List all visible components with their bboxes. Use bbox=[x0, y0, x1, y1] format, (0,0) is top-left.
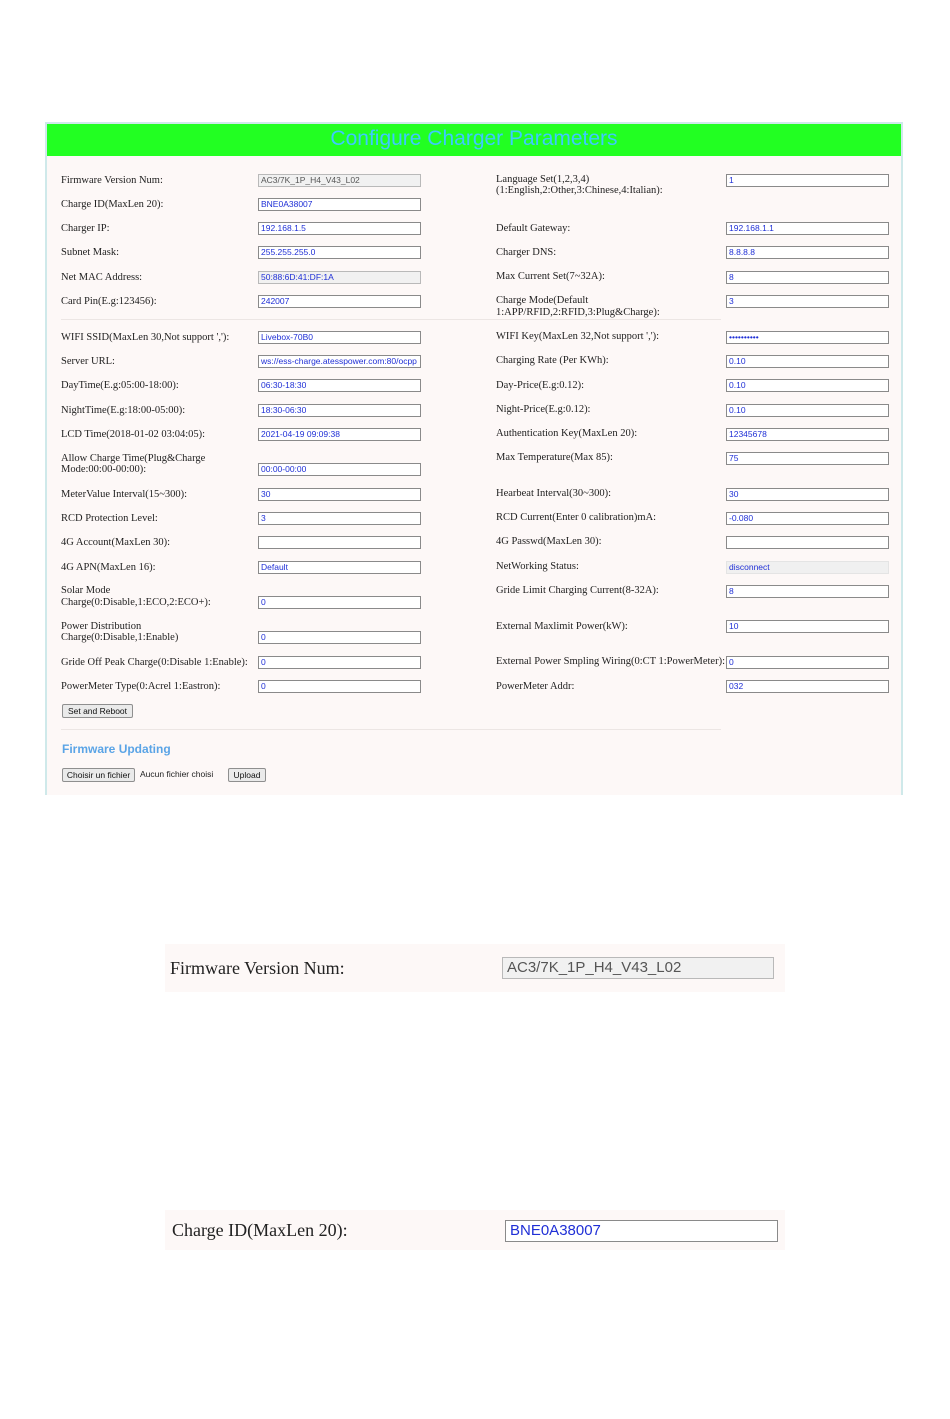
rcd-level-label: RCD Protection Level: bbox=[61, 513, 158, 524]
server-url-field[interactable]: ws://ess-charge.atesspower.com:80/ocpp bbox=[258, 355, 421, 368]
charge-id-field[interactable]: BNE0A38007 bbox=[258, 198, 421, 211]
zoom-firmware-label: Firmware Version Num: bbox=[170, 958, 345, 978]
ext-maxlimit-label: External Maxlimit Power(kW): bbox=[496, 621, 628, 632]
dns-label: Charger DNS: bbox=[496, 247, 557, 258]
gateway-field[interactable]: 192.168.1.1 bbox=[726, 222, 889, 235]
language-label-2: (1:English,2:Other,3:Chinese,4:Italian): bbox=[496, 185, 663, 196]
max-current-field[interactable]: 8 bbox=[726, 271, 889, 284]
charging-rate-label: Charging Rate (Per KWh): bbox=[496, 355, 609, 366]
wifi-key-field[interactable]: •••••••••• bbox=[726, 331, 889, 344]
section-divider bbox=[61, 729, 721, 730]
rcd-level-field[interactable]: 3 bbox=[258, 512, 421, 525]
zoom-charge-id-label: Charge ID(MaxLen 20): bbox=[172, 1220, 348, 1240]
max-temp-label: Max Temperature(Max 85): bbox=[496, 452, 613, 463]
zoom-charge-id-field[interactable]: BNE0A38007 bbox=[505, 1220, 778, 1242]
charger-config-panel bbox=[45, 122, 903, 795]
pm-addr-label: PowerMeter Addr: bbox=[496, 681, 575, 692]
power-dist-label-1: Power Distribution bbox=[61, 621, 142, 632]
language-field[interactable]: 1 bbox=[726, 174, 889, 187]
no-file-chosen-text: Aucun fichier choisi bbox=[140, 769, 214, 779]
auth-key-field[interactable]: 12345678 bbox=[726, 428, 889, 441]
mac-label: Net MAC Address: bbox=[61, 272, 143, 283]
charge-mode-label-1: Charge Mode(Default bbox=[496, 295, 589, 306]
wifi-key-label: WIFI Key(MaxLen 32,Not support ','): bbox=[496, 331, 660, 342]
nighttime-label: NightTime(E.g:18:00-05:00): bbox=[61, 405, 186, 416]
network-label: NetWorking Status: bbox=[496, 561, 579, 572]
night-price-field[interactable]: 0.10 bbox=[726, 404, 889, 417]
pm-addr-field[interactable]: 032 bbox=[726, 680, 889, 693]
upload-button[interactable]: Upload bbox=[228, 768, 266, 782]
mac-field: 50:88:6D:41:DF:1A bbox=[258, 271, 421, 284]
section-divider bbox=[61, 319, 721, 320]
power-dist-label-2: Charge(0:Disable,1:Enable) bbox=[61, 632, 179, 643]
passwd-4g-label: 4G Passwd(MaxLen 30): bbox=[496, 536, 602, 547]
solar-field[interactable]: 0 bbox=[258, 596, 421, 609]
subnet-label: Subnet Mask: bbox=[61, 247, 120, 258]
wifi-ssid-label: WIFI SSID(MaxLen 30,Not support ','): bbox=[61, 332, 230, 343]
network-status-field: disconnect bbox=[726, 561, 889, 574]
subnet-field[interactable]: 255.255.255.0 bbox=[258, 246, 421, 259]
night-price-label: Night-Price(E.g:0.12): bbox=[496, 404, 591, 415]
choose-file-button[interactable]: Choisir un fichier bbox=[62, 768, 135, 782]
pm-type-label: PowerMeter Type(0:Acrel 1:Eastron): bbox=[61, 681, 221, 692]
title-banner bbox=[47, 124, 901, 156]
ext-wiring-field[interactable]: 0 bbox=[726, 656, 889, 669]
server-url-label: Server URL: bbox=[61, 356, 115, 367]
charge-mode-field[interactable]: 3 bbox=[726, 295, 889, 308]
pm-type-field[interactable]: 0 bbox=[258, 680, 421, 693]
set-and-reboot-button[interactable]: Set and Reboot bbox=[62, 704, 133, 718]
day-price-field[interactable]: 0.10 bbox=[726, 379, 889, 392]
card-pin-field[interactable]: 242007 bbox=[258, 295, 421, 308]
charger-ip-field[interactable]: 192.168.1.5 bbox=[258, 222, 421, 235]
ext-wiring-label: External Power Smpling Wiring(0:CT 1:PowerMeter): bbox=[496, 656, 725, 667]
firmware-updating-title: Firmware Updating bbox=[62, 742, 171, 756]
off-peak-field[interactable]: 0 bbox=[258, 656, 421, 669]
charger-ip-label: Charger IP: bbox=[61, 223, 110, 234]
apn-4g-field[interactable]: Default bbox=[258, 561, 421, 574]
lcd-time-field[interactable]: 2021-04-19 09:09:38 bbox=[258, 428, 421, 441]
account-4g-field[interactable] bbox=[258, 536, 421, 549]
grid-limit-field[interactable]: 8 bbox=[726, 585, 889, 598]
language-label-1: Language Set(1,2,3,4) bbox=[496, 174, 590, 185]
solar-label-2: Charge(0:Disable,1:ECO,2:ECO+): bbox=[61, 597, 211, 608]
zoom-firmware-detail bbox=[165, 944, 785, 992]
allow-charge-label-2: Mode:00:00-00:00): bbox=[61, 464, 147, 475]
day-price-label: Day-Price(E.g:0.12): bbox=[496, 380, 585, 391]
nighttime-field[interactable]: 18:30-06:30 bbox=[258, 404, 421, 417]
max-current-label: Max Current Set(7~32A): bbox=[496, 271, 605, 282]
gateway-label: Default Gateway: bbox=[496, 223, 571, 234]
dns-field[interactable]: 8.8.8.8 bbox=[726, 246, 889, 259]
charging-rate-field[interactable]: 0.10 bbox=[726, 355, 889, 368]
zoom-charge-id-detail bbox=[165, 1210, 785, 1250]
daytime-label: DayTime(E.g:05:00-18:00): bbox=[61, 380, 179, 391]
firmware-label: Firmware Version Num: bbox=[61, 175, 163, 186]
heartbeat-field[interactable]: 30 bbox=[726, 488, 889, 501]
meter-interval-field[interactable]: 30 bbox=[258, 488, 421, 501]
ext-maxlimit-field[interactable]: 10 bbox=[726, 620, 889, 633]
firmware-field: AC3/7K_1P_H4_V43_L02 bbox=[258, 174, 421, 187]
heartbeat-label: Hearbeat Interval(30~300): bbox=[496, 488, 612, 499]
charge-id-label: Charge ID(MaxLen 20): bbox=[61, 199, 164, 210]
auth-key-label: Authentication Key(MaxLen 20): bbox=[496, 428, 638, 439]
apn-4g-label: 4G APN(MaxLen 16): bbox=[61, 562, 156, 573]
power-dist-field[interactable]: 0 bbox=[258, 631, 421, 644]
max-temp-field[interactable]: 75 bbox=[726, 452, 889, 465]
allow-charge-label-1: Allow Charge Time(Plug&Charge bbox=[61, 453, 206, 464]
rcd-current-field[interactable]: -0.080 bbox=[726, 512, 889, 525]
rcd-current-label: RCD Current(Enter 0 calibration)mA: bbox=[496, 512, 657, 523]
grid-limit-label: Gride Limit Charging Current(8-32A): bbox=[496, 585, 659, 596]
wifi-ssid-field[interactable]: Livebox-70B0 bbox=[258, 331, 421, 344]
off-peak-label: Gride Off Peak Charge(0:Disable 1:Enable): bbox=[61, 657, 248, 668]
allow-charge-field[interactable]: 00:00-00:00 bbox=[258, 463, 421, 476]
solar-label-1: Solar Mode bbox=[61, 585, 111, 596]
passwd-4g-field[interactable] bbox=[726, 536, 889, 549]
account-4g-label: 4G Account(MaxLen 30): bbox=[61, 537, 171, 548]
daytime-field[interactable]: 06:30-18:30 bbox=[258, 379, 421, 392]
lcd-time-label: LCD Time(2018-01-02 03:04:05): bbox=[61, 429, 206, 440]
zoom-firmware-field: AC3/7K_1P_H4_V43_L02 bbox=[502, 957, 774, 979]
card-pin-label: Card Pin(E.g:123456): bbox=[61, 296, 157, 307]
meter-interval-label: MeterValue Interval(15~300): bbox=[61, 489, 188, 500]
charge-mode-label-2: 1:APP/RFID,2:RFID,3:Plug&Charge): bbox=[496, 307, 660, 318]
page-title: Configure Charger Parameters bbox=[330, 127, 618, 150]
